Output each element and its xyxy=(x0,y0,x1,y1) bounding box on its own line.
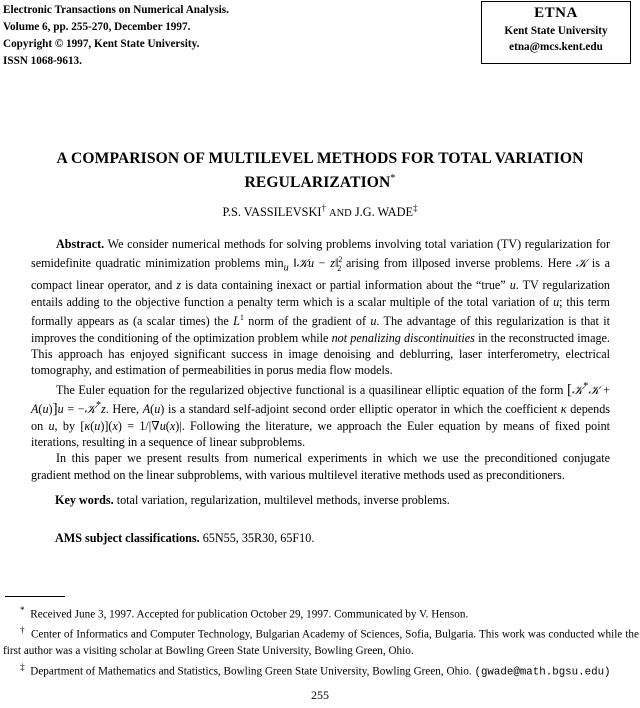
paper-title xyxy=(0,149,640,193)
journal-copyright: Copyright © 1997, Kent State University. xyxy=(3,38,200,50)
keywords-label: Key words. xyxy=(55,493,114,507)
abstract-paragraph-3: In this paper we present results from numerical experiments in which we use the preconditioned conjugate gradient method on the linear subproblems, with various multilevel iterative methods used as preconditioners. xyxy=(31,451,610,482)
abstract xyxy=(31,236,610,483)
authors-and: AND xyxy=(329,208,352,220)
footnotes xyxy=(3,603,639,681)
author-email-link[interactable]: (gwade@math.bgsu.edu) xyxy=(474,666,611,679)
emphasis-text: not penalizing discontinuities xyxy=(331,330,475,345)
page-number: 255 xyxy=(311,688,329,702)
etna-box xyxy=(481,1,631,64)
keywords xyxy=(55,493,450,508)
footnote-1: * Received June 3, 1997. Accepted for publication October 29, 1997. Communicated by V. Henson. xyxy=(20,606,469,621)
author-2: J.G. WADE xyxy=(354,205,414,220)
author-1: P.S. VASSILEVSKI xyxy=(222,205,322,220)
etna-email[interactable]: etna@mcs.kent.edu xyxy=(509,41,603,53)
authors xyxy=(0,203,640,220)
journal-name: Electronic Transactions on Numerical Analysis. xyxy=(3,4,229,16)
etna-university: Kent State University xyxy=(504,25,608,37)
journal-volume: Volume 6, pp. 255-270, December 1997. xyxy=(3,21,191,33)
footnote-divider xyxy=(5,596,65,597)
abstract-paragraph-1: Abstract. We consider numerical methods for solving problems involving total variation (TV) regularization for semidefinite quadratic minimization problems $\min_u$ ‖𝒦u − z‖$^2_2$ arising from illposed inverse problems. Here 𝒦 is a compact linear operator, and z is data containing inexact or partial information about the “true” u. TV regularization entails adding to the objective function a penalty term which is a scalar multiple of the total variation of u; this term formally appears as (a scalar times) the $L^1$ norm of the gradient of u. The advantage of this regularization is that it improves the conditioning of the optimization problem while not penalizing discontinuities in the reconstructed image. This approach has enjoyed significant success in image denoising and deblurring, laser interferometry, electrical tomography, and estimation of permeabilities in porus media flow models. xyxy=(31,237,610,378)
author-1-mark[interactable]: † xyxy=(321,203,326,213)
title-footnote-mark[interactable]: * xyxy=(390,173,396,184)
etna-title: ETNA xyxy=(534,5,578,21)
ams-classifications xyxy=(55,531,314,546)
abstract-label: Abstract. xyxy=(56,237,105,251)
abstract-paragraph-2: The Euler equation for the regularized objective functional is a quasilinear elliptic equation of the form [𝒦*𝒦 + A(u)]u = −𝒦*z. Here, A(u) is a standard self-adjoint second order elliptic operator in which the coefficient κ depends on u, by [κ(u)](x) = 1/|∇u(x)|. Following the literature, we approach the Euler equation by means of fixed point iterations, resulting in a sequence of linear subproblems. xyxy=(31,380,611,450)
title-line-2: REGULARIZATION* xyxy=(244,173,396,192)
footnote-2: † Center of Informatics and Computer Technology, Bulgarian Academy of Sciences, Sofia, Bulgaria. This work was conducted while the first author was a visiting scholar at Bowling Green State University, Bowling Green, Ohio. xyxy=(3,626,639,658)
journal-header xyxy=(3,2,229,70)
footnote-3: ‡ Department of Mathematics and Statistics, Bowling Green State University, Bowling Green, Ohio. (gwade@math.bgsu.edu) xyxy=(20,662,611,679)
title-line-1: A COMPARISON OF MULTILEVEL METHODS FOR TOTAL VARIATION xyxy=(56,150,584,167)
ams-label: AMS subject classifications. xyxy=(55,531,200,545)
journal-issn: ISSN 1068-9613. xyxy=(3,55,82,67)
keywords-text: total variation, regularization, multilevel methods, inverse problems. xyxy=(116,493,450,507)
ams-text: 65N55, 35R30, 65F10. xyxy=(202,531,315,545)
author-2-mark[interactable]: ‡ xyxy=(413,203,418,213)
